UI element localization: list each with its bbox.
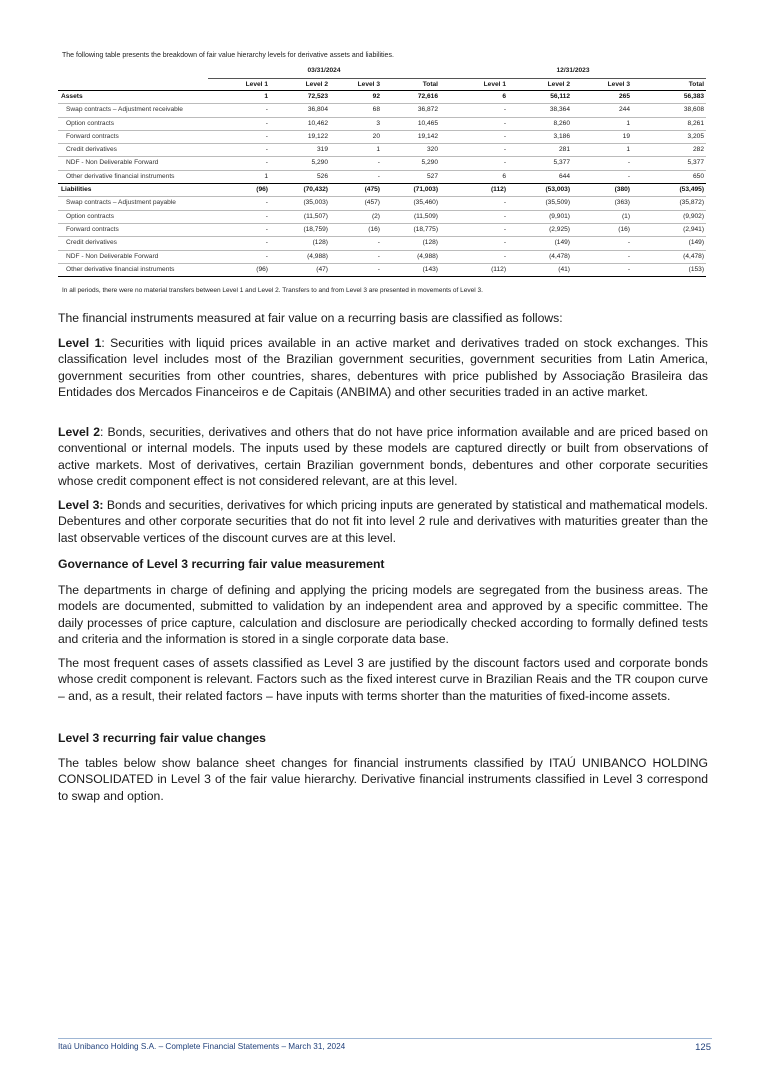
table-cell: - bbox=[208, 130, 270, 143]
table-cell: 3,186 bbox=[508, 130, 572, 143]
table-cell: - bbox=[208, 250, 270, 263]
table-cell: 5,377 bbox=[508, 157, 572, 170]
table-cell: (35,872) bbox=[632, 197, 706, 210]
row-label: NDF - Non Deliverable Forward bbox=[58, 250, 208, 263]
footer-divider bbox=[58, 1038, 712, 1039]
table-cell: 8,261 bbox=[632, 117, 706, 130]
table-cell: (4,478) bbox=[632, 250, 706, 263]
table-cell: - bbox=[208, 197, 270, 210]
table-cell: 527 bbox=[382, 170, 440, 183]
table-cell: (9,902) bbox=[632, 210, 706, 223]
table-cell: - bbox=[330, 157, 382, 170]
table-cell: 526 bbox=[270, 170, 330, 183]
table-cell: (70,432) bbox=[270, 184, 330, 197]
row-label: Forward contracts bbox=[58, 223, 208, 236]
row-label: Option contracts bbox=[58, 210, 208, 223]
table-cell: 650 bbox=[632, 170, 706, 183]
table-cell: (457) bbox=[330, 197, 382, 210]
col-header: Level 1 bbox=[440, 79, 508, 91]
table-cell: - bbox=[330, 250, 382, 263]
table-cell: 281 bbox=[508, 144, 572, 157]
table-cell: 1 bbox=[208, 170, 270, 183]
table-cell: 38,364 bbox=[508, 104, 572, 117]
table-row bbox=[58, 250, 706, 263]
table-cell: (143) bbox=[382, 263, 440, 276]
table-cell: (475) bbox=[330, 184, 382, 197]
table-cell: (4,988) bbox=[270, 250, 330, 263]
table-cell: (41) bbox=[508, 263, 572, 276]
table-cell: - bbox=[208, 210, 270, 223]
table-row bbox=[58, 157, 706, 170]
table-cell: 36,872 bbox=[382, 104, 440, 117]
table-cell: - bbox=[440, 144, 508, 157]
table-cell: - bbox=[440, 250, 508, 263]
assets-total-row bbox=[58, 91, 706, 104]
table-cell: 20 bbox=[330, 130, 382, 143]
table-cell: - bbox=[208, 237, 270, 250]
table-intro: The following table presents the breakdown of fair value hierarchy levels for derivative assets and liabilities. bbox=[62, 52, 394, 59]
col-header: Level 2 bbox=[508, 79, 572, 91]
row-label: Credit derivatives bbox=[58, 237, 208, 250]
fair-value-table bbox=[58, 64, 706, 277]
table-cell: - bbox=[572, 170, 632, 183]
table-cell: (47) bbox=[270, 263, 330, 276]
table-cell: (18,759) bbox=[270, 223, 330, 236]
table-cell: - bbox=[440, 104, 508, 117]
liabilities-label: Liabilities bbox=[58, 184, 208, 197]
table-cell: - bbox=[440, 157, 508, 170]
col-header: Total bbox=[632, 79, 706, 91]
table-cell: - bbox=[572, 237, 632, 250]
table-cell: 320 bbox=[382, 144, 440, 157]
table-cell: 265 bbox=[619, 93, 631, 100]
col-header: Level 1 bbox=[208, 79, 270, 91]
table-cell: (2) bbox=[330, 210, 382, 223]
period-header-current: 03/31/2024 bbox=[208, 64, 440, 79]
row-label: Forward contracts bbox=[58, 130, 208, 143]
level-3-text: Bonds and securities, derivatives for which pricing inputs are generated by statistical and mathematical models. Debentures and other corporate securities that do not fit into level 2 rule and derivatives with maturities greater than the last observable vertices of the discount curves are at this level. bbox=[58, 498, 708, 545]
row-label: Other derivative financial instruments bbox=[58, 170, 208, 183]
table-cell: 68 bbox=[330, 104, 382, 117]
level-1-text: : Securities with liquid prices available in an active market and derivatives traded on stock exchanges. This classification level includes most of the Brazilian government securities, government securities from Latin America, government securities from other countries, shares, debentures with price published by Associação Brasileira das Entidades dos Mercados Financeiros e de Capitais (ANBIMA) and other securities traded in an active market. bbox=[58, 336, 708, 399]
table-cell: 6 bbox=[502, 93, 507, 100]
table-cell: (71,003) bbox=[382, 184, 440, 197]
table-cell: - bbox=[572, 250, 632, 263]
level-1-paragraph bbox=[58, 335, 708, 400]
row-label: Credit derivatives bbox=[58, 144, 208, 157]
level-1-label: Level 1 bbox=[58, 336, 102, 350]
table-cell: 1 bbox=[264, 93, 268, 100]
table-cell: 72,523 bbox=[307, 93, 328, 100]
table-cell: 644 bbox=[508, 170, 572, 183]
table-cell: - bbox=[330, 237, 382, 250]
table-cell: (380) bbox=[572, 184, 632, 197]
table-cell: 282 bbox=[632, 144, 706, 157]
level-header-row bbox=[58, 79, 706, 91]
table-cell: - bbox=[440, 197, 508, 210]
table-row bbox=[58, 210, 706, 223]
table-cell: - bbox=[440, 130, 508, 143]
table-cell: 5,290 bbox=[382, 157, 440, 170]
table-cell: 72,616 bbox=[417, 93, 439, 100]
table-cell: - bbox=[330, 170, 382, 183]
table-cell: (35,460) bbox=[382, 197, 440, 210]
table-row bbox=[58, 263, 706, 276]
table-row bbox=[58, 197, 706, 210]
table-cell: (9,901) bbox=[508, 210, 572, 223]
table-cell: 10,465 bbox=[382, 117, 440, 130]
table-row bbox=[58, 170, 706, 183]
assets-label: Assets bbox=[61, 93, 83, 100]
table-cell: (11,509) bbox=[382, 210, 440, 223]
level-2-paragraph bbox=[58, 424, 708, 489]
table-cell: (4,988) bbox=[382, 250, 440, 263]
table-cell: (11,507) bbox=[270, 210, 330, 223]
page-number: 125 bbox=[695, 1042, 711, 1053]
table-cell: 10,462 bbox=[270, 117, 330, 130]
level-3-paragraph bbox=[58, 497, 708, 546]
table-cell: 3 bbox=[330, 117, 382, 130]
table-cell: (53,003) bbox=[508, 184, 572, 197]
table-cell: 244 bbox=[572, 104, 632, 117]
table-cell: - bbox=[440, 237, 508, 250]
row-label: Swap contracts – Adjustment payable bbox=[58, 197, 208, 210]
assets-section bbox=[58, 91, 706, 184]
table-row bbox=[58, 117, 706, 130]
row-label: Other derivative financial instruments bbox=[58, 263, 208, 276]
governance-paragraph-2: The most frequent cases of assets classified as Level 3 are justified by the discount factors used and corporate bonds whose credit component is relevant. Factors such as the fixed interest curve in Brazilian Reais and the TR coupon curve – and, as a result, their related factors – have inputs with terms shorter than the maturities of fixed-income assets. bbox=[58, 656, 708, 703]
liabilities-section bbox=[58, 184, 706, 277]
table-cell: 1 bbox=[572, 144, 632, 157]
table-cell: - bbox=[440, 210, 508, 223]
table-cell: 19,122 bbox=[270, 130, 330, 143]
table-cell: - bbox=[330, 263, 382, 276]
level-2-text: : Bonds, securities, derivatives and others that do not have price information available and are priced based on conventional or internal models. The inputs used by these models are captured directly or built from observations of active markets. Most of derivatives, certain Brazilian government bonds, debentures and other corporate securities whose credit component effect is not considered relevant, are at this level. bbox=[58, 425, 708, 488]
changes-heading: Level 3 recurring fair value changes bbox=[58, 731, 266, 745]
liabilities-total-row bbox=[58, 184, 706, 197]
row-label: NDF - Non Deliverable Forward bbox=[58, 157, 208, 170]
table-cell: - bbox=[208, 104, 270, 117]
table-cell: (2,941) bbox=[632, 223, 706, 236]
row-label: Swap contracts – Adjustment receivable bbox=[58, 104, 208, 117]
footer-title: Itaú Unibanco Holding S.A. – Complete Financial Statements – March 31, 2024 bbox=[58, 1042, 346, 1051]
governance-heading: Governance of Level 3 recurring fair value measurement bbox=[58, 557, 385, 571]
table-row bbox=[58, 223, 706, 236]
changes-paragraph: The tables below show balance sheet changes for financial instruments classified by ITAÚ UNIBANCO HOLDING CONSOLIDATED in Level 3 of the fair value hierarchy. Derivative financial instruments classified in Level 3 correspond to swap and option. bbox=[58, 756, 708, 803]
level-3-label: Level 3: bbox=[58, 498, 104, 512]
table-cell: 36,804 bbox=[270, 104, 330, 117]
table-cell: (1) bbox=[572, 210, 632, 223]
table-cell: (363) bbox=[572, 197, 632, 210]
table-cell: (112) bbox=[440, 263, 508, 276]
row-label: Option contracts bbox=[58, 117, 208, 130]
table-cell: (128) bbox=[270, 237, 330, 250]
table-cell: (96) bbox=[208, 263, 270, 276]
table-cell: (16) bbox=[330, 223, 382, 236]
table-cell: - bbox=[208, 223, 270, 236]
table-cell: (2,925) bbox=[508, 223, 572, 236]
table-cell: (4,478) bbox=[508, 250, 572, 263]
table-cell: 38,608 bbox=[632, 104, 706, 117]
table-cell: - bbox=[440, 223, 508, 236]
table-cell: 1 bbox=[572, 117, 632, 130]
table-cell: - bbox=[208, 117, 270, 130]
table-cell: (149) bbox=[632, 237, 706, 250]
table-cell: - bbox=[572, 157, 632, 170]
table-cell: - bbox=[208, 144, 270, 157]
table-cell: 19,142 bbox=[382, 130, 440, 143]
table-cell: 6 bbox=[440, 170, 508, 183]
table-cell: - bbox=[208, 157, 270, 170]
col-header: Level 2 bbox=[270, 79, 330, 91]
table-cell: - bbox=[440, 117, 508, 130]
table-cell: (16) bbox=[572, 223, 632, 236]
table-cell: (112) bbox=[440, 184, 508, 197]
table-cell: 1 bbox=[330, 144, 382, 157]
transfer-note: In all periods, there were no material transfers between Level 1 and Level 2. Transfers to and from Level 3 are presented in movements of Level 3. bbox=[62, 287, 483, 294]
table-cell: 92 bbox=[372, 93, 380, 100]
table-row bbox=[58, 130, 706, 143]
table-cell: - bbox=[572, 263, 632, 276]
col-header: Level 3 bbox=[330, 79, 382, 91]
table-cell: 319 bbox=[270, 144, 330, 157]
table-cell: 5,377 bbox=[632, 157, 706, 170]
col-header: Total bbox=[382, 79, 440, 91]
level-2-label: Level 2 bbox=[58, 425, 101, 439]
governance-paragraph-1: The departments in charge of defining and applying the pricing models are segregated from the business areas. The models are documented, submitted to validation by an independent area and approved by a specific committee. The daily processes of price capture, calculation and disclosure are periodically checked according to formally defined tests and criteria and the information is stored in a single corporate data base. bbox=[58, 583, 708, 646]
table-cell: (96) bbox=[208, 184, 270, 197]
table-cell: 8,260 bbox=[508, 117, 572, 130]
table-row bbox=[58, 237, 706, 250]
table-row bbox=[58, 144, 706, 157]
table-row bbox=[58, 104, 706, 117]
table-cell: 56,112 bbox=[550, 93, 571, 100]
table-cell: (53,495) bbox=[632, 184, 706, 197]
table-cell: (153) bbox=[632, 263, 706, 276]
table-cell: 3,205 bbox=[632, 130, 706, 143]
table-cell: (35,509) bbox=[508, 197, 572, 210]
period-header-row bbox=[58, 64, 706, 79]
classification-intro: The financial instruments measured at fair value on a recurring basis are classified as follows: bbox=[58, 311, 563, 325]
table-cell: (128) bbox=[382, 237, 440, 250]
table-cell: 56,383 bbox=[683, 93, 705, 100]
table-cell: 5,290 bbox=[270, 157, 330, 170]
table-cell: (18,775) bbox=[382, 223, 440, 236]
col-header: Level 3 bbox=[572, 79, 632, 91]
table-cell: (35,003) bbox=[270, 197, 330, 210]
table-cell: (149) bbox=[508, 237, 572, 250]
period-header-prior: 12/31/2023 bbox=[440, 64, 706, 79]
table-cell: 19 bbox=[572, 130, 632, 143]
